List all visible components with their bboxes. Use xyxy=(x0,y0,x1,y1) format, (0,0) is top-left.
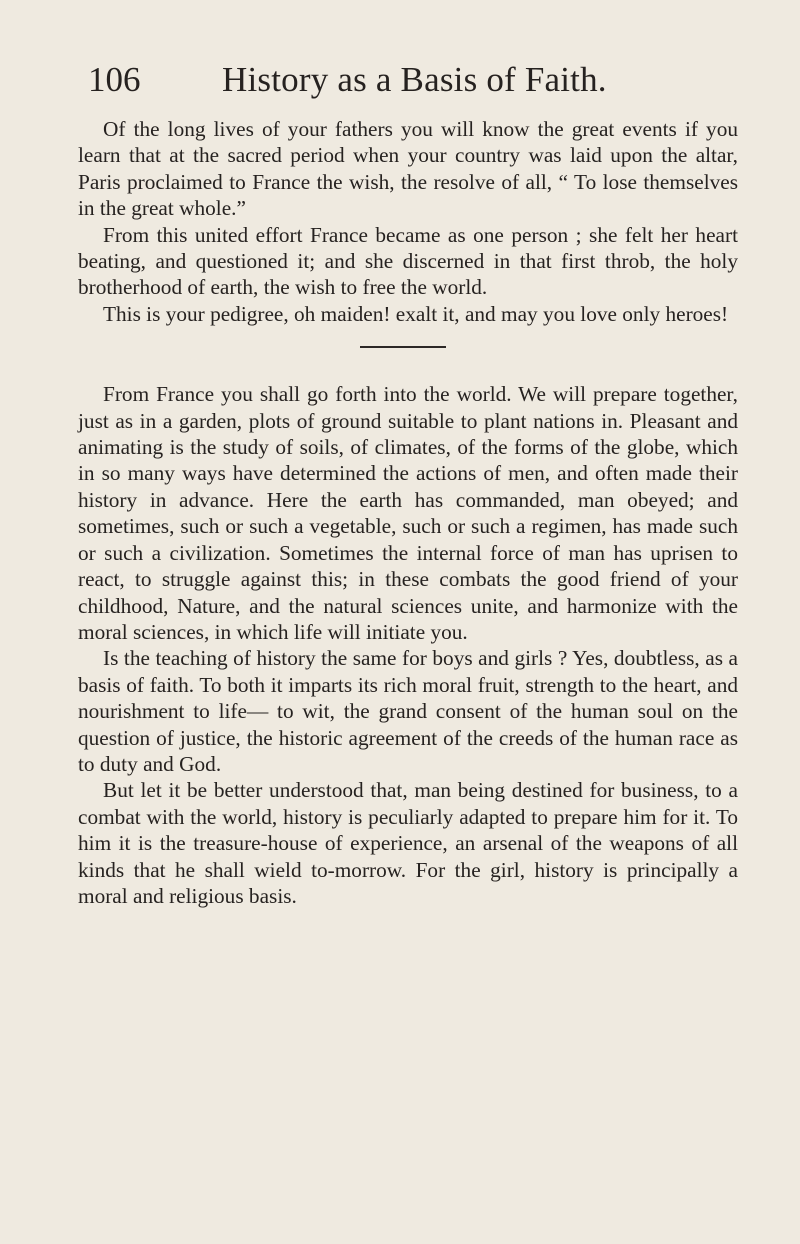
paragraph: From this united effort France became as one person ; she felt her heart beating, and questioned it; and she discerned in that first throb, the holy brotherhood of earth, the wish to free the world. xyxy=(78,222,738,300)
divider-rule xyxy=(360,346,446,348)
paragraph: Of the long lives of your fathers you will know the great events if you learn that at the sacred period when your country was laid upon the altar, Paris proclaimed to France the wish, the resolve of all, “ To lose themselves in the great whole.” xyxy=(78,117,738,221)
page-header xyxy=(88,60,728,100)
section-divider xyxy=(78,327,738,381)
paragraph: Is the teaching of history the same for boys and girls ? Yes, doubtless, as a basis of faith. To both it imparts its rich moral fruit, strength to the heart, and nourishment to life— to wit, the grand consent of the human soul on the question of justice, the historic agreement of the creeds of the human race as to duty and God. xyxy=(78,646,738,776)
running-head: History as a Basis of Faith. xyxy=(222,60,607,99)
body-text xyxy=(78,116,738,909)
paragraph: From France you shall go forth into the world. We will prepare together, just as in a garden, plots of ground suitable to plant nations in. Pleasant and animating is the study of soils, of climates, of the forms of the globe, which in so many ways have determined the actions of men, and often made their history in advance. Here the earth has commanded, man obeyed; and sometimes, such or such a vegetable, such or such a regimen, has made such or such a civilization. Sometimes the internal force of man has uprisen to react, to struggle against this; in these combats the good friend of your childhood, Nature, and the natural sciences unite, and harmonize with the moral sciences, in which life will initiate you. xyxy=(78,382,738,644)
page-number: 106 xyxy=(88,60,141,99)
paragraph: This is your pedigree, oh maiden! exalt it, and may you love only heroes! xyxy=(103,301,729,326)
paragraph: But let it be better understood that, man being destined for business, to a combat with the world, history is peculiarly adapted to prepare him for it. To him it is the treasure-house of experience, an arsenal of the weapons of all kinds that he shall wield to-morrow. For the girl, history is principally a moral and religious basis. xyxy=(78,778,738,908)
